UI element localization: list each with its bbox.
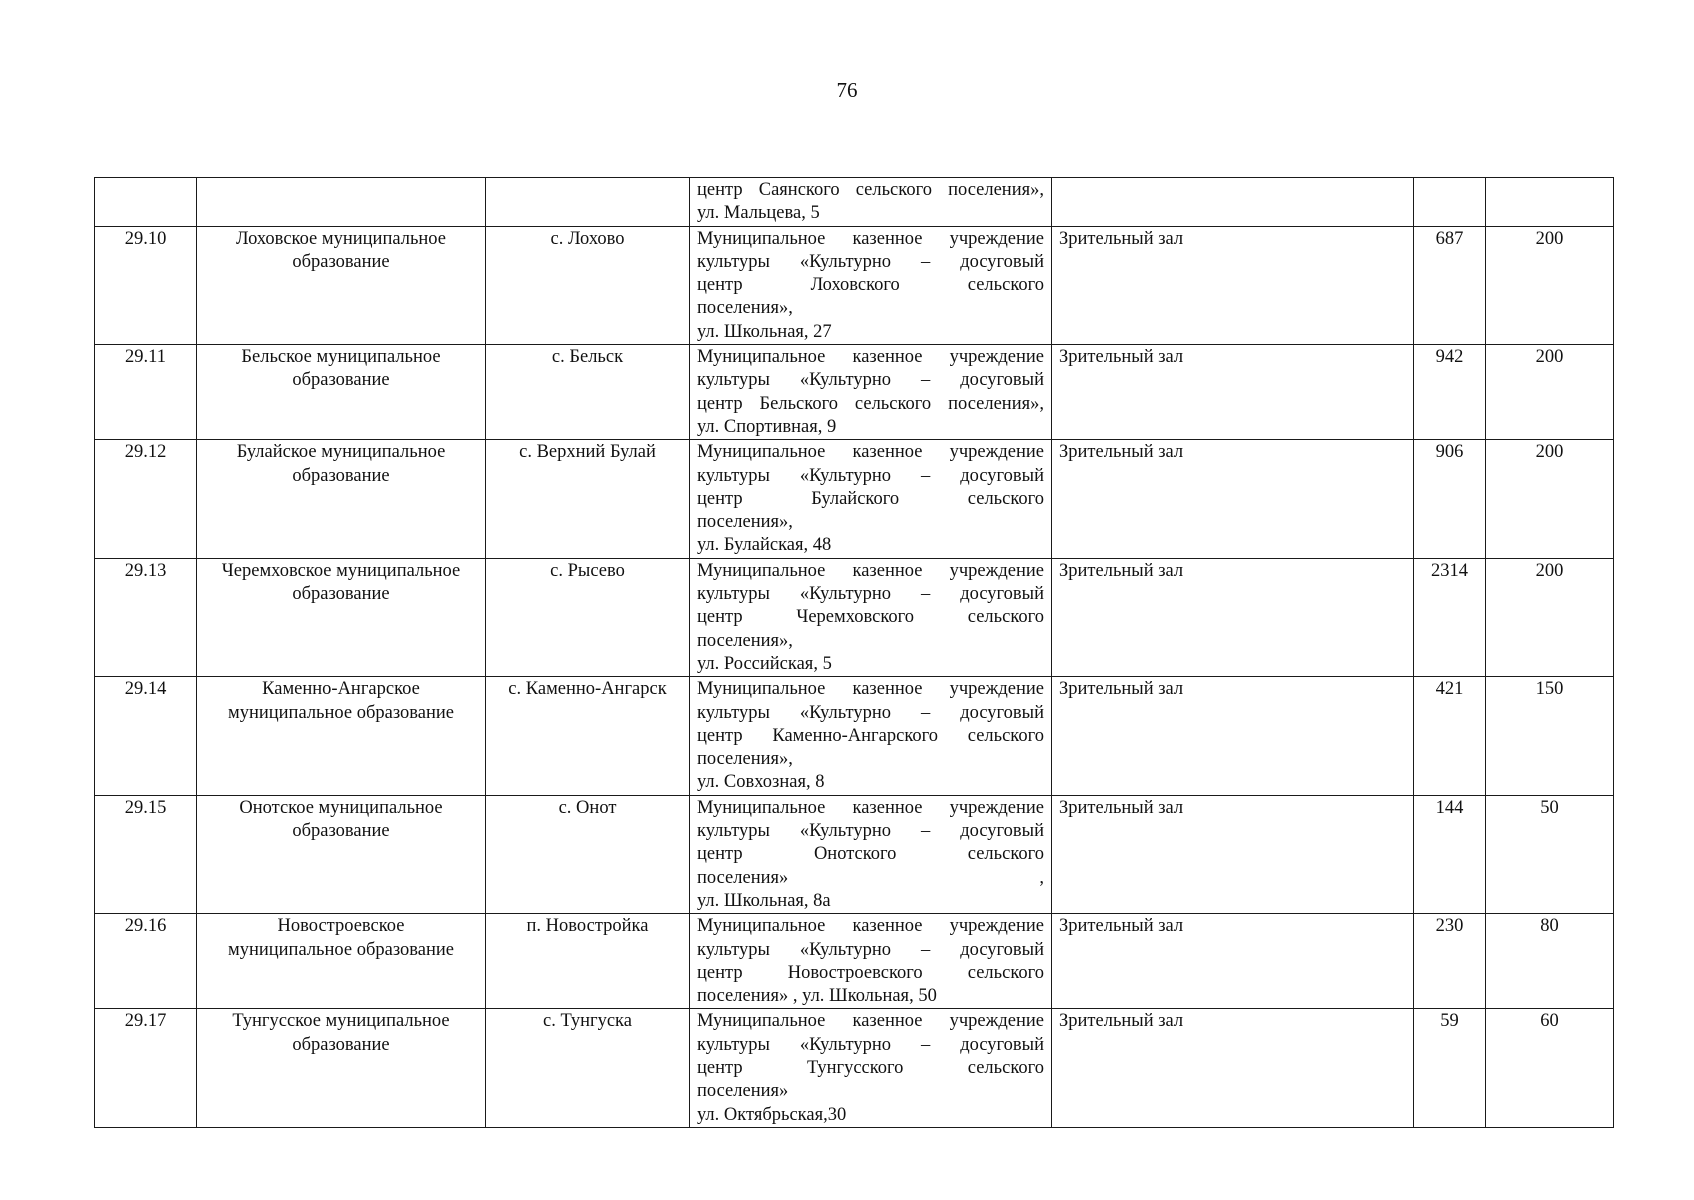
municipality-line: муниципальное образование xyxy=(227,939,454,960)
settlement-cell: с. Тунгуска xyxy=(486,1009,690,1127)
municipality-line: Лоховское муниципальное xyxy=(236,228,446,249)
table-row xyxy=(95,345,1614,440)
value-cell-2: 60 xyxy=(1486,1009,1614,1127)
row-number-cell: 29.15 xyxy=(95,795,197,913)
municipality-line: муниципальное образование xyxy=(227,702,454,723)
row-number-cell: 29.12 xyxy=(95,440,197,558)
institution-line: культуры «Культурно – досуговый xyxy=(697,584,1044,605)
venue-cell: Зрительный зал xyxy=(1052,440,1414,558)
institution-line: ул. Школьная, 8а xyxy=(697,890,831,911)
table-row xyxy=(95,677,1614,795)
value-cell-2: 200 xyxy=(1486,440,1614,558)
municipality-cell xyxy=(197,914,486,1009)
row-number-cell: 29.11 xyxy=(95,345,197,440)
municipality-cell xyxy=(197,440,486,558)
institution-line: поселения» , ул. Школьная, 50 xyxy=(697,986,937,1007)
value-cell-2: 80 xyxy=(1486,914,1614,1009)
value-cell-2: 200 xyxy=(1486,558,1614,676)
settlement-cell: п. Новостройка xyxy=(486,914,690,1009)
table-body xyxy=(95,178,1614,1128)
institution-line: культуры «Культурно – досуговый xyxy=(697,821,1044,842)
venue-cell: Зрительный зал xyxy=(1052,558,1414,676)
municipality-line: Новостроевское xyxy=(277,916,405,937)
institution-line: центр Каменно-Ангарского сельского xyxy=(697,725,1044,746)
value-cell-2: 200 xyxy=(1486,226,1614,344)
row-number-cell: 29.14 xyxy=(95,677,197,795)
institution-line: центр Тунгусского сельского xyxy=(697,1057,1044,1078)
municipality-line: образование xyxy=(292,584,390,605)
institution-line: Муниципальное казенное учреждение xyxy=(697,679,1044,700)
institution-cell xyxy=(690,914,1052,1009)
municipality-cell xyxy=(197,345,486,440)
municipality-line: Каменно-Ангарское xyxy=(262,679,420,700)
row-number-cell: 29.13 xyxy=(95,558,197,676)
value-cell-1: 942 xyxy=(1414,345,1486,440)
institution-line: культуры «Культурно – досуговый xyxy=(697,251,1044,272)
settlement-cell xyxy=(486,178,690,227)
municipality-cell xyxy=(197,1009,486,1127)
institution-line: центр Бельского сельского поселения», xyxy=(697,393,1044,414)
value-cell-1: 144 xyxy=(1414,795,1486,913)
institution-line: Муниципальное казенное учреждение xyxy=(697,347,1044,368)
value-cell-2: 200 xyxy=(1486,345,1614,440)
page-number: 76 xyxy=(836,78,858,102)
municipality-line: Онотское муниципальное xyxy=(239,797,443,818)
institution-line: Муниципальное казенное учреждение xyxy=(697,1011,1044,1032)
institution-line: ул. Спортивная, 9 xyxy=(697,416,837,437)
venue-cell: Зрительный зал xyxy=(1052,226,1414,344)
municipality-cell xyxy=(197,677,486,795)
institution-line: ул. Мальцева, 5 xyxy=(697,203,820,224)
institution-line: поселения» , xyxy=(697,867,1044,888)
table-row xyxy=(95,795,1614,913)
institution-line: поселения», xyxy=(697,630,793,651)
institution-cell xyxy=(690,345,1052,440)
venue-cell: Зрительный зал xyxy=(1052,677,1414,795)
value-cell-1: 230 xyxy=(1414,914,1486,1009)
row-number-cell: 29.17 xyxy=(95,1009,197,1127)
table-row xyxy=(95,558,1614,676)
table-row xyxy=(95,440,1614,558)
institution-line: культуры «Культурно – досуговый xyxy=(697,939,1044,960)
settlement-cell: с. Рысево xyxy=(486,558,690,676)
institution-line: центр Черемховского сельского xyxy=(697,607,1044,628)
value-cell-1: 687 xyxy=(1414,226,1486,344)
institution-line: Муниципальное казенное учреждение xyxy=(697,442,1044,463)
institution-cell xyxy=(690,558,1052,676)
value-cell-1: 2314 xyxy=(1414,558,1486,676)
settlement-cell: с. Бельск xyxy=(486,345,690,440)
table-row xyxy=(95,914,1614,1009)
institution-line: Муниципальное казенное учреждение xyxy=(697,228,1044,249)
institution-cell xyxy=(690,440,1052,558)
settlement-cell: с. Лохово xyxy=(486,226,690,344)
row-number-cell: 29.10 xyxy=(95,226,197,344)
row-number-cell xyxy=(95,178,197,227)
municipality-line: образование xyxy=(292,251,390,272)
municipality-line: Черемховское муниципальное xyxy=(221,560,461,581)
institution-line: Муниципальное казенное учреждение xyxy=(697,797,1044,818)
institution-cell xyxy=(690,226,1052,344)
institution-line: ул. Школьная, 27 xyxy=(697,321,832,342)
institution-line: Муниципальное казенное учреждение xyxy=(697,916,1044,937)
institution-cell xyxy=(690,677,1052,795)
value-cell-2: 150 xyxy=(1486,677,1614,795)
institution-cell xyxy=(690,1009,1052,1127)
institution-line: ул. Булайская, 48 xyxy=(697,535,832,556)
institution-line: ул. Октябрьская,30 xyxy=(697,1104,847,1125)
value-cell-2: 50 xyxy=(1486,795,1614,913)
value-cell-1: 59 xyxy=(1414,1009,1486,1127)
institution-line: культуры «Культурно – досуговый xyxy=(697,370,1044,391)
value-cell-1 xyxy=(1414,178,1486,227)
row-number-cell: 29.16 xyxy=(95,914,197,1009)
institution-cell xyxy=(690,178,1052,227)
value-cell-1: 906 xyxy=(1414,440,1486,558)
venue-cell: Зрительный зал xyxy=(1052,795,1414,913)
table-row xyxy=(95,1009,1614,1127)
table-row xyxy=(95,178,1614,227)
municipality-line: Тунгусское муниципальное xyxy=(232,1011,450,1032)
institution-line: центр Булайского сельского xyxy=(697,488,1044,509)
venue-cell xyxy=(1052,178,1414,227)
institution-line: поселения» xyxy=(697,1081,789,1102)
table-row xyxy=(95,226,1614,344)
institution-line: культуры «Культурно – досуговый xyxy=(697,702,1044,723)
municipality-cell xyxy=(197,226,486,344)
venue-cell: Зрительный зал xyxy=(1052,345,1414,440)
institution-line: центр Новостроевского сельского xyxy=(697,962,1044,983)
municipality-line: образование xyxy=(292,465,390,486)
municipality-cell xyxy=(197,178,486,227)
institution-line: культуры «Культурно – досуговый xyxy=(697,1034,1044,1055)
institution-line: центр Саянского сельского поселения», xyxy=(697,180,1044,200)
institution-cell xyxy=(690,795,1052,913)
municipality-line: образование xyxy=(292,370,390,391)
institution-line: центр Онотского сельского xyxy=(697,844,1044,865)
municipality-line: Бельское муниципальное xyxy=(241,347,441,368)
municipality-line: образование xyxy=(292,1034,390,1055)
institution-line: поселения», xyxy=(697,512,793,533)
settlement-cell: с. Верхний Булай xyxy=(486,440,690,558)
settlement-cell: с. Каменно-Ангарск xyxy=(486,677,690,795)
venue-cell: Зрительный зал xyxy=(1052,1009,1414,1127)
municipality-cell xyxy=(197,558,486,676)
municipality-cell xyxy=(197,795,486,913)
institutions-table xyxy=(94,177,1614,1128)
institution-line: культуры «Культурно – досуговый xyxy=(697,465,1044,486)
venue-cell: Зрительный зал xyxy=(1052,914,1414,1009)
institution-line: Муниципальное казенное учреждение xyxy=(697,560,1044,581)
institution-line: ул. Совхозная, 8 xyxy=(697,772,825,793)
value-cell-1: 421 xyxy=(1414,677,1486,795)
institution-line: поселения», xyxy=(697,298,793,319)
municipality-line: образование xyxy=(292,821,390,842)
institution-line: поселения», xyxy=(697,749,793,770)
institution-line: ул. Российская, 5 xyxy=(697,653,832,674)
value-cell-2 xyxy=(1486,178,1614,227)
municipality-line: Булайское муниципальное xyxy=(236,442,446,463)
settlement-cell: с. Онот xyxy=(486,795,690,913)
institution-line: центр Лоховского сельского xyxy=(697,275,1044,296)
